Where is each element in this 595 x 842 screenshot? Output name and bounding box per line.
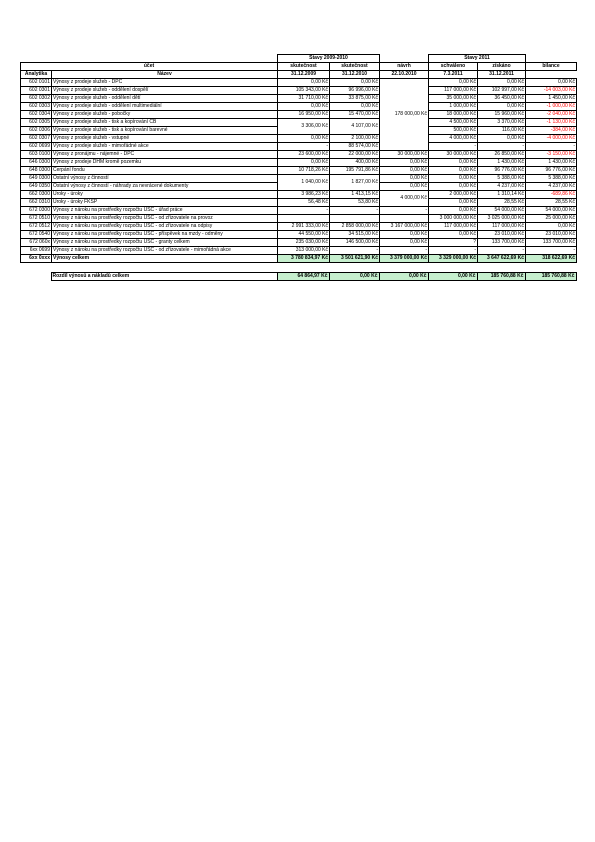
s2010-cell: 96 996,00 Kč xyxy=(330,87,380,95)
ziskano-cell: 0,00 Kč xyxy=(478,103,526,111)
merged-navrh-cell: 4 000,00 Kč xyxy=(380,191,429,207)
total-bilance: 318 622,69 Kč xyxy=(526,255,577,263)
revenue-table xyxy=(20,54,577,263)
account-name: Výnosy z prodeje služeb - mimořádné akce xyxy=(52,143,278,151)
col-skutecnost-2010: skutečnost xyxy=(330,63,380,71)
header-row-dates xyxy=(21,71,577,79)
col-schvaleno: schváleno xyxy=(429,63,478,71)
account-code: 649 0300 xyxy=(21,175,52,183)
account-name: Výnosy z nároku na prostředky rozpočtu ÚSC - granty celkem xyxy=(52,239,278,247)
s2010-cell: 53,80 Kč xyxy=(330,199,380,207)
table-row xyxy=(21,191,577,199)
date-schvaleno: 7.3.2011 xyxy=(429,71,478,79)
bilance-cell: 4 237,00 Kč xyxy=(526,183,577,191)
account-code: 662 0300 xyxy=(21,191,52,199)
table-row xyxy=(21,143,577,151)
bilance-cell: 1 430,00 Kč xyxy=(526,159,577,167)
account-code: 602 0307 xyxy=(21,135,52,143)
schv-cell: 0,00 Kč xyxy=(429,167,478,175)
total-schv: 3 329 000,00 Kč xyxy=(429,255,478,263)
bilance-cell: -689,86 Kč xyxy=(526,191,577,199)
col-bilance: bilance xyxy=(526,63,577,71)
account-name: Výnosy z prodeje DHM kromě pozemku xyxy=(52,159,278,167)
ziskano-cell: 117 000,00 Kč xyxy=(478,223,526,231)
account-name: Ostatní výnosy z činností xyxy=(52,175,278,183)
ziskano-cell: 0,00 Kč xyxy=(478,79,526,87)
table-row xyxy=(21,111,577,119)
s2009-cell: 2 991 333,00 Kč xyxy=(278,223,330,231)
total-s2010: 3 501 621,90 Kč xyxy=(330,255,380,263)
bilance-cell: -384,00 Kč xyxy=(526,127,577,135)
account-code: 602 0699 xyxy=(21,143,52,151)
ziskano-cell: 116,00 Kč xyxy=(478,127,526,135)
navrh-cell: 0,00 Kč xyxy=(380,167,429,175)
bilance-cell: 133 700,00 Kč xyxy=(526,239,577,247)
account-code: 648 0300 xyxy=(21,167,52,175)
ziskano-cell: 36 450,00 Kč xyxy=(478,95,526,103)
s2009-cell: - xyxy=(278,207,330,215)
schv-cell: 2 000,00 Kč xyxy=(429,191,478,199)
account-name: Výnosy z prodeje služeb - vstupné xyxy=(52,135,278,143)
s2009-cell: - xyxy=(278,143,330,151)
table-body xyxy=(21,55,577,263)
difference-row xyxy=(20,273,576,281)
group-2011: Stavy 2011 xyxy=(429,55,526,63)
s2009-cell: 0,00 Kč xyxy=(278,135,330,143)
navrh-cell xyxy=(380,215,429,223)
schv-cell: 35 000,00 Kč xyxy=(429,95,478,103)
schv-cell: 18 000,00 Kč xyxy=(429,111,478,119)
navrh-cell: 3 167 000,00 Kč xyxy=(380,223,429,231)
navrh-cell: 0,00 Kč xyxy=(380,159,429,167)
table-row xyxy=(21,167,577,175)
date-ziskano: 31.12.2011 xyxy=(478,71,526,79)
account-name: Výnosy z nároku na prostředky rozpočtu ÚSC - od zřizovatele na odpisy xyxy=(52,223,278,231)
account-name: Úroky - úroky FKSP xyxy=(52,199,278,207)
ziskano-cell: 96 776,00 Kč xyxy=(478,167,526,175)
account-code: 602 0306 xyxy=(21,127,52,135)
total-code: 6xx 0xxx xyxy=(21,255,52,263)
s2009-cell: 0,00 Kč xyxy=(278,103,330,111)
difference-bilance: 185 760,88 Kč xyxy=(525,273,576,281)
total-name: Výnosy celkem xyxy=(52,255,278,263)
difference-navrh: 0,00 Kč xyxy=(379,273,428,281)
s2009-cell: 44 550,00 Kč xyxy=(278,231,330,239)
account-name: Výnosy z prodeje služeb - pobočky xyxy=(52,111,278,119)
account-code: 662 0310 xyxy=(21,199,52,207)
ziskano-cell: 4 237,00 Kč xyxy=(478,183,526,191)
ziskano-cell: - xyxy=(478,143,526,151)
navrh-cell: 0,00 Kč xyxy=(380,231,429,239)
account-code: 602 0302 xyxy=(21,95,52,103)
merged-s2010-cell: 1 827,00 Kč xyxy=(330,175,380,191)
schv-cell: 0,00 Kč xyxy=(429,183,478,191)
difference-2009: 64 864,97 Kč xyxy=(277,273,329,281)
s2010-cell: 22 000,00 Kč xyxy=(330,151,380,159)
header-row-columns xyxy=(21,63,577,71)
schv-cell: 500,00 Kč xyxy=(429,127,478,135)
revenue-sheet xyxy=(20,54,576,281)
difference-schvaleno: 0,00 Kč xyxy=(428,273,477,281)
account-name: Úroky - úroky xyxy=(52,191,278,199)
account-code: 672 0540 xyxy=(21,231,52,239)
account-name: Výnosy z prodeje služeb - DPC xyxy=(52,79,278,87)
col-navrh: návrh xyxy=(380,63,429,71)
s2010-cell: 88 574,00 Kč xyxy=(330,143,380,151)
account-name: Výnosy z nároku na prostředky rozpočtu ÚSC - od zřizovatele - mimořádná akce xyxy=(52,247,278,255)
s2010-cell: - xyxy=(330,247,380,255)
schv-cell: 4 000,00 Kč xyxy=(429,135,478,143)
ziskano-cell: 133 700,00 Kč xyxy=(478,239,526,247)
table-row xyxy=(21,247,577,255)
table-row xyxy=(21,151,577,159)
total-navrh: 3 379 000,00 Kč xyxy=(380,255,429,263)
ziskano-cell: 23 010,00 Kč xyxy=(478,231,526,239)
bilance-cell: -14 003,00 Kč xyxy=(526,87,577,95)
ziskano-cell: 54 000,00 Kč xyxy=(478,207,526,215)
s2009-cell: 0,00 Kč xyxy=(278,79,330,87)
ziskano-cell: 3 370,00 Kč xyxy=(478,119,526,127)
account-name: Výnosy z prodeje služeb - oddělení dětí xyxy=(52,95,278,103)
bilance-cell: 1 450,00 Kč xyxy=(526,95,577,103)
account-code: 649 0350 xyxy=(21,183,52,191)
table-row xyxy=(21,103,577,111)
navrh-cell: - xyxy=(380,207,429,215)
difference-label: Rozdíl výnosů a nákladů celkem xyxy=(51,273,277,281)
schv-cell: 0,00 Kč xyxy=(429,79,478,87)
schv-cell: 1 000,00 Kč xyxy=(429,103,478,111)
bilance-cell: 0,00 Kč xyxy=(526,79,577,87)
s2009-cell xyxy=(278,215,330,223)
s2009-cell: 0,00 Kč xyxy=(278,159,330,167)
s2009-cell: 235 030,00 Kč xyxy=(278,239,330,247)
col-ziskano: získáno xyxy=(478,63,526,71)
bilance-cell: 96 776,00 Kč xyxy=(526,167,577,175)
s2010-cell: 146 500,00 Kč xyxy=(330,239,380,247)
s2009-cell: 313 000,00 Kč xyxy=(278,247,330,255)
schv-cell: 30 000,00 Kč xyxy=(429,151,478,159)
bilance-cell: -3 150,00 Kč xyxy=(526,151,577,159)
ucet-header: účet xyxy=(21,63,278,71)
s2009-cell: 56,48 Kč xyxy=(278,199,330,207)
table-row xyxy=(21,199,577,207)
merged-s2009-cell: 3 306,00 Kč xyxy=(278,119,330,135)
account-code: 602 0303 xyxy=(21,103,52,111)
bilance-cell: -4 000,00 Kč xyxy=(526,135,577,143)
account-name: Výnosy z prodeje služeb - tisk a kopírování barevné xyxy=(52,127,278,135)
table-row xyxy=(21,223,577,231)
navrh-cell: 0,00 Kč xyxy=(380,239,429,247)
bilance-cell: - xyxy=(526,247,577,255)
merged-s2009-cell: 1 040,00 Kč xyxy=(278,175,330,191)
table-row xyxy=(21,79,577,87)
schv-cell: 3 000 000,00 Kč xyxy=(429,215,478,223)
schv-cell: 117 000,00 Kč xyxy=(429,223,478,231)
s2010-cell xyxy=(330,215,380,223)
bilance-cell: 28,55 Kč xyxy=(526,199,577,207)
account-code: 6xx 0699 xyxy=(21,247,52,255)
table-row xyxy=(21,239,577,247)
account-code: 602 0301 xyxy=(21,87,52,95)
bilance-cell: 54 000,00 Kč xyxy=(526,207,577,215)
schv-cell: - xyxy=(429,143,478,151)
table-row xyxy=(21,207,577,215)
ziskano-cell: - xyxy=(478,247,526,255)
bilance-cell: 0,00 Kč xyxy=(526,223,577,231)
s2010-cell: 195 791,86 Kč xyxy=(330,167,380,175)
s2010-cell: 33 875,00 Kč xyxy=(330,95,380,103)
bilance-cell: -1 000,00 Kč xyxy=(526,103,577,111)
account-code: 602 0304 xyxy=(21,111,52,119)
s2009-cell: 23 600,00 Kč xyxy=(278,151,330,159)
navrh-cell: - xyxy=(380,247,429,255)
account-name: Výnosy z pronájmu - nájemné - DPC xyxy=(52,151,278,159)
table-row xyxy=(21,159,577,167)
schv-cell: 0,00 Kč xyxy=(429,231,478,239)
table-row xyxy=(21,175,577,183)
account-name: Výnosy z nároku na prostředky rozpočtu ÚSC - úřad práce xyxy=(52,207,278,215)
s2009-cell: 10 718,26 Kč xyxy=(278,167,330,175)
bilance-cell: 25 000,00 Kč xyxy=(526,215,577,223)
ziskano-cell: 102 997,00 Kč xyxy=(478,87,526,95)
s2010-cell: - xyxy=(330,207,380,215)
date-2009: 31.12.2009 xyxy=(278,71,330,79)
ziskano-cell: 15 960,00 Kč xyxy=(478,111,526,119)
table-row xyxy=(21,231,577,239)
merged-navrh-cell: 178 000,00 Kč xyxy=(380,79,429,151)
account-code: 602 0305 xyxy=(21,119,52,127)
navrh-cell: 0,00 Kč xyxy=(380,183,429,191)
difference-table xyxy=(20,272,577,281)
s2010-cell: 0,00 Kč xyxy=(330,103,380,111)
ziskano-cell: 1 430,00 Kč xyxy=(478,159,526,167)
account-code: 672 0512 xyxy=(21,223,52,231)
col-skutecnost-2009: skutečnost xyxy=(278,63,330,71)
total-row xyxy=(21,255,577,263)
account-name: Výnosy z prodeje služeb - oddělení multimediální xyxy=(52,103,278,111)
schv-cell: 117 000,00 Kč xyxy=(429,87,478,95)
merged-s2010-cell: 4 107,00 Kč xyxy=(330,119,380,135)
schv-cell: ? xyxy=(429,239,478,247)
table-row xyxy=(21,135,577,143)
account-code: 672 0510 xyxy=(21,215,52,223)
date-2010: 31.12.2010 xyxy=(330,71,380,79)
schv-cell: 0,00 Kč xyxy=(429,159,478,167)
analytika-header: Analytika xyxy=(21,71,52,79)
account-name: Výnosy z prodeje služeb - tisk a kopírování ČB xyxy=(52,119,278,127)
difference-ziskano: 185 760,88 Kč xyxy=(477,273,525,281)
schv-cell: 0,00 Kč xyxy=(429,207,478,215)
account-name: Výnosy z prodeje služeb - oddělení dospělí xyxy=(52,87,278,95)
ziskano-cell: 0,00 Kč xyxy=(478,135,526,143)
schv-cell: 0,00 Kč xyxy=(429,175,478,183)
account-code: 646 0300 xyxy=(21,159,52,167)
navrh-cell: 0,00 Kč xyxy=(380,175,429,183)
s2010-cell: 400,00 Kč xyxy=(330,159,380,167)
group-2009-2010: Stavy 2009-2010 xyxy=(278,55,380,63)
ziskano-cell: 1 310,14 Kč xyxy=(478,191,526,199)
schv-cell: 0,00 Kč xyxy=(429,199,478,207)
account-name: Čerpání fondu xyxy=(52,167,278,175)
total-s2009: 3 780 834,97 Kč xyxy=(278,255,330,263)
ziskano-cell: 26 850,00 Kč xyxy=(478,151,526,159)
account-name: Výnosy z nároku na prostředky rozpočtu ÚSC - příspěvek na mzdy - odměny xyxy=(52,231,278,239)
account-code: 603 0100 xyxy=(21,151,52,159)
table-row xyxy=(21,87,577,95)
difference-2010: 0,00 Kč xyxy=(329,273,379,281)
header-row-groups xyxy=(21,55,577,63)
ziskano-cell: 28,55 Kč xyxy=(478,199,526,207)
account-code: 602 0101 xyxy=(21,79,52,87)
account-code: 672 0300 xyxy=(21,207,52,215)
s2010-cell: 1 413,15 Kč xyxy=(330,191,380,199)
table-row xyxy=(21,95,577,103)
account-name: Výnosy z nároku na prostředky rozpočtu ÚSC - od zřizovatele na provoz xyxy=(52,215,278,223)
schv-cell: 4 500,00 Kč xyxy=(429,119,478,127)
nazev-header: Název xyxy=(52,71,278,79)
bilance-cell: - xyxy=(526,143,577,151)
bilance-cell: 23 010,00 Kč xyxy=(526,231,577,239)
date-navrh: 22.10.2010 xyxy=(380,71,429,79)
table-row xyxy=(21,215,577,223)
bilance-cell: -2 040,00 Kč xyxy=(526,111,577,119)
s2010-cell: 0,00 Kč xyxy=(330,79,380,87)
s2009-cell: 31 710,00 Kč xyxy=(278,95,330,103)
ziskano-cell: 5 388,00 Kč xyxy=(478,175,526,183)
s2009-cell: 3 986,23 Kč xyxy=(278,191,330,199)
table-row xyxy=(21,119,577,127)
s2009-cell: 105 343,00 Kč xyxy=(278,87,330,95)
account-name: Ostatní výnosy z činností - náhrady za nevrácené dokumenty xyxy=(52,183,278,191)
bilance-cell: -1 130,00 Kč xyxy=(526,119,577,127)
account-code: 672 060x xyxy=(21,239,52,247)
s2010-cell: 2 100,00 Kč xyxy=(330,135,380,143)
s2010-cell: 34 515,00 Kč xyxy=(330,231,380,239)
ziskano-cell: 3 025 000,00 Kč xyxy=(478,215,526,223)
s2009-cell: 16 950,00 Kč xyxy=(278,111,330,119)
s2010-cell: 2 858 000,00 Kč xyxy=(330,223,380,231)
bilance-cell: 5 388,00 Kč xyxy=(526,175,577,183)
total-ziskano: 3 647 622,69 Kč xyxy=(478,255,526,263)
navrh-cell: 30 000,00 Kč xyxy=(380,151,429,159)
s2010-cell: 15 470,00 Kč xyxy=(330,111,380,119)
schv-cell: - xyxy=(429,247,478,255)
